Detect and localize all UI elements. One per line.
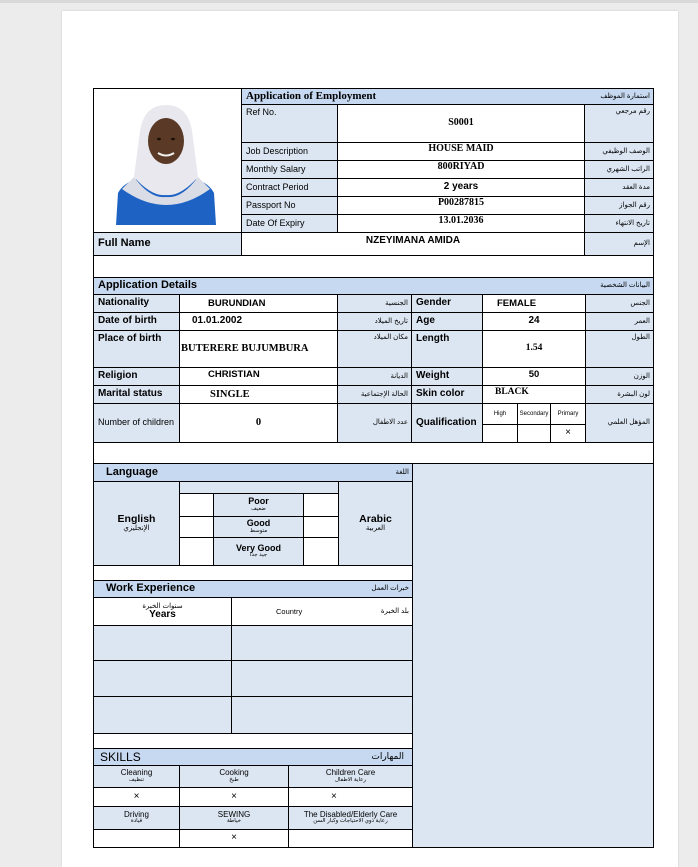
qualification-secondary: Secondary <box>517 403 551 425</box>
age-value: 24 <box>482 312 586 331</box>
spacer-row-2 <box>93 442 654 464</box>
passport-no-label: Passport No <box>241 196 338 215</box>
work-row-2-country <box>231 660 413 697</box>
full-name-label: Full Name <box>93 232 242 256</box>
marital-status-ar: الحالة الإجتماعية <box>337 385 412 404</box>
language-header <box>93 463 413 482</box>
passport-no-value: P00287815 <box>337 196 585 215</box>
skill-cooking: Cooking طبخ <box>179 765 289 788</box>
job-description-ar: الوصف الوظيفي <box>584 142 654 161</box>
place-of-birth-ar: مكان الميلاد <box>337 330 412 368</box>
years-column-header: سنوات الخبرة Years <box>93 597 232 626</box>
gender-label: Gender <box>411 294 483 313</box>
photo-panel <box>412 463 654 848</box>
monthly-salary-label: Monthly Salary <box>241 160 338 179</box>
level-very-good: Very Good جيد جدا <box>213 537 304 566</box>
weight-label: Weight <box>411 367 483 386</box>
nationality-ar: الجنسية <box>337 294 412 313</box>
marital-status-label: Marital status <box>93 385 180 404</box>
spacer-row <box>93 255 654 278</box>
level-good: Good متوسط <box>213 516 304 538</box>
skin-color-label: Skin color <box>411 385 483 404</box>
skill-driving: Driving قيادة <box>93 806 180 830</box>
skills-header <box>93 748 413 766</box>
photo-cell <box>93 88 242 233</box>
work-row-2-years <box>93 660 232 697</box>
arabic-good-box <box>303 516 339 538</box>
qualification-primary-box: × <box>550 424 586 443</box>
skin-color-ar: لون البشرة <box>585 385 654 404</box>
length-value: 1.54 <box>482 330 586 368</box>
nationality-value: BURUNDIAN <box>179 294 338 313</box>
gender-value: FEMALE <box>482 294 586 313</box>
level-poor: Poor ضعيف <box>213 493 304 517</box>
children-label: Number of children <box>93 403 180 443</box>
qualification-label: Qualification <box>411 403 483 443</box>
skill-cleaning: Cleaning تنظيف <box>93 765 180 788</box>
monthly-salary-ar: الراتب الشهري <box>584 160 654 179</box>
arabic-verygood-box <box>303 537 339 566</box>
full-name-value: NZEYIMANA AMIDA <box>241 232 585 256</box>
work-row-3-country <box>231 696 413 734</box>
spacer-row-3 <box>93 565 413 581</box>
religion-label: Religion <box>93 367 180 386</box>
ref-no-ar: رقم مرجعي <box>584 104 654 143</box>
ref-no-value: S0001 <box>337 104 585 143</box>
nationality-label: Nationality <box>93 294 180 313</box>
country-column-header: Country بلد الخبرة <box>231 597 413 626</box>
skill-disabled-elderly-care: The Disabled/Elderly Care رعاية ذوي الاحتياجات وكبار السن <box>288 806 413 830</box>
ref-no-label: Ref No. <box>241 104 338 143</box>
contract-period-ar: مدة العقد <box>584 178 654 197</box>
skill-cooking-mark: × <box>179 787 289 807</box>
employment-form <box>94 89 654 849</box>
weight-ar: الوزن <box>585 367 654 386</box>
english-poor-box <box>179 493 214 517</box>
skill-sewing: SEWING خياطة <box>179 806 289 830</box>
language-arabic: Arabic العربية <box>338 481 413 566</box>
religion-ar: الديانة <box>337 367 412 386</box>
work-experience-header <box>93 580 413 598</box>
age-label: Age <box>411 312 483 331</box>
spacer-row-4 <box>93 733 413 749</box>
skill-cleaning-mark: × <box>93 787 180 807</box>
skill-children-care-mark: × <box>288 787 413 807</box>
children-value: 0 <box>179 403 338 443</box>
skill-children-care: Children Care رعاية الاطفال <box>288 765 413 788</box>
expiry-value: 13.01.2036 <box>337 214 585 233</box>
length-label: Length <box>411 330 483 368</box>
place-of-birth-label: Place of birth <box>93 330 180 368</box>
full-name-ar: الإسم <box>584 232 654 256</box>
work-experience-title: Work Experience <box>106 582 196 595</box>
children-ar: عدد الاطفال <box>337 403 412 443</box>
religion-value: CHRISTIAN <box>179 367 338 386</box>
work-experience-title-ar: خبرات العمل <box>371 585 409 593</box>
job-description-label: Job Description <box>241 142 338 161</box>
english-verygood-box <box>179 537 214 566</box>
skills-title-ar: المهارات <box>371 751 404 762</box>
weight-value: 50 <box>482 367 586 386</box>
form-header <box>241 88 654 105</box>
skin-color-value: BLACK <box>482 385 586 404</box>
dob-ar: تاريخ الميلاد <box>337 312 412 331</box>
passport-no-ar: رقم الجواز <box>584 196 654 215</box>
contract-period-value: 2 years <box>337 178 585 197</box>
gender-ar: الجنس <box>585 294 654 313</box>
work-row-1-years <box>93 625 232 661</box>
work-row-1-country <box>231 625 413 661</box>
qualification-high-box <box>482 424 518 443</box>
form-title-ar: استمارة الموظف <box>600 92 650 100</box>
contract-period-label: Contract Period <box>241 178 338 197</box>
skill-disabled-elderly-care-mark <box>288 829 413 848</box>
qualification-secondary-box <box>517 424 551 443</box>
arabic-poor-box <box>303 493 339 517</box>
place-of-birth-value: BUTERERE BUJUMBURA <box>179 330 338 368</box>
skill-sewing-mark: × <box>179 829 289 848</box>
language-english: English الإنجليزي <box>93 481 180 566</box>
qualification-primary: Primary <box>550 403 586 425</box>
form-title: Application of Employment <box>246 89 377 102</box>
expiry-ar: تاريخ الانتهاء <box>584 214 654 233</box>
application-details-title-ar: البيانات الشخصية <box>600 282 650 290</box>
work-row-3-years <box>93 696 232 734</box>
application-details-header <box>93 277 654 295</box>
qualification-high: High <box>482 403 518 425</box>
skill-driving-mark <box>93 829 180 848</box>
language-title-ar: اللغة <box>395 468 409 476</box>
english-good-box <box>179 516 214 538</box>
application-details-title: Application Details <box>98 279 198 292</box>
skills-title: SKILLS <box>100 749 141 764</box>
qualification-ar: المؤهل العلمي <box>585 403 654 443</box>
length-ar: الطول <box>585 330 654 368</box>
marital-status-value: SINGLE <box>179 385 338 404</box>
window-top-edge <box>0 0 698 3</box>
monthly-salary-value: 800RIYAD <box>337 160 585 179</box>
age-ar: العمر <box>585 312 654 331</box>
dob-value: 01.01.2002 <box>179 312 338 331</box>
dob-label: Date of birth <box>93 312 180 331</box>
expiry-label: Date Of Expiry <box>241 214 338 233</box>
job-description-value: HOUSE MAID <box>337 142 585 161</box>
language-title: Language <box>106 465 158 478</box>
